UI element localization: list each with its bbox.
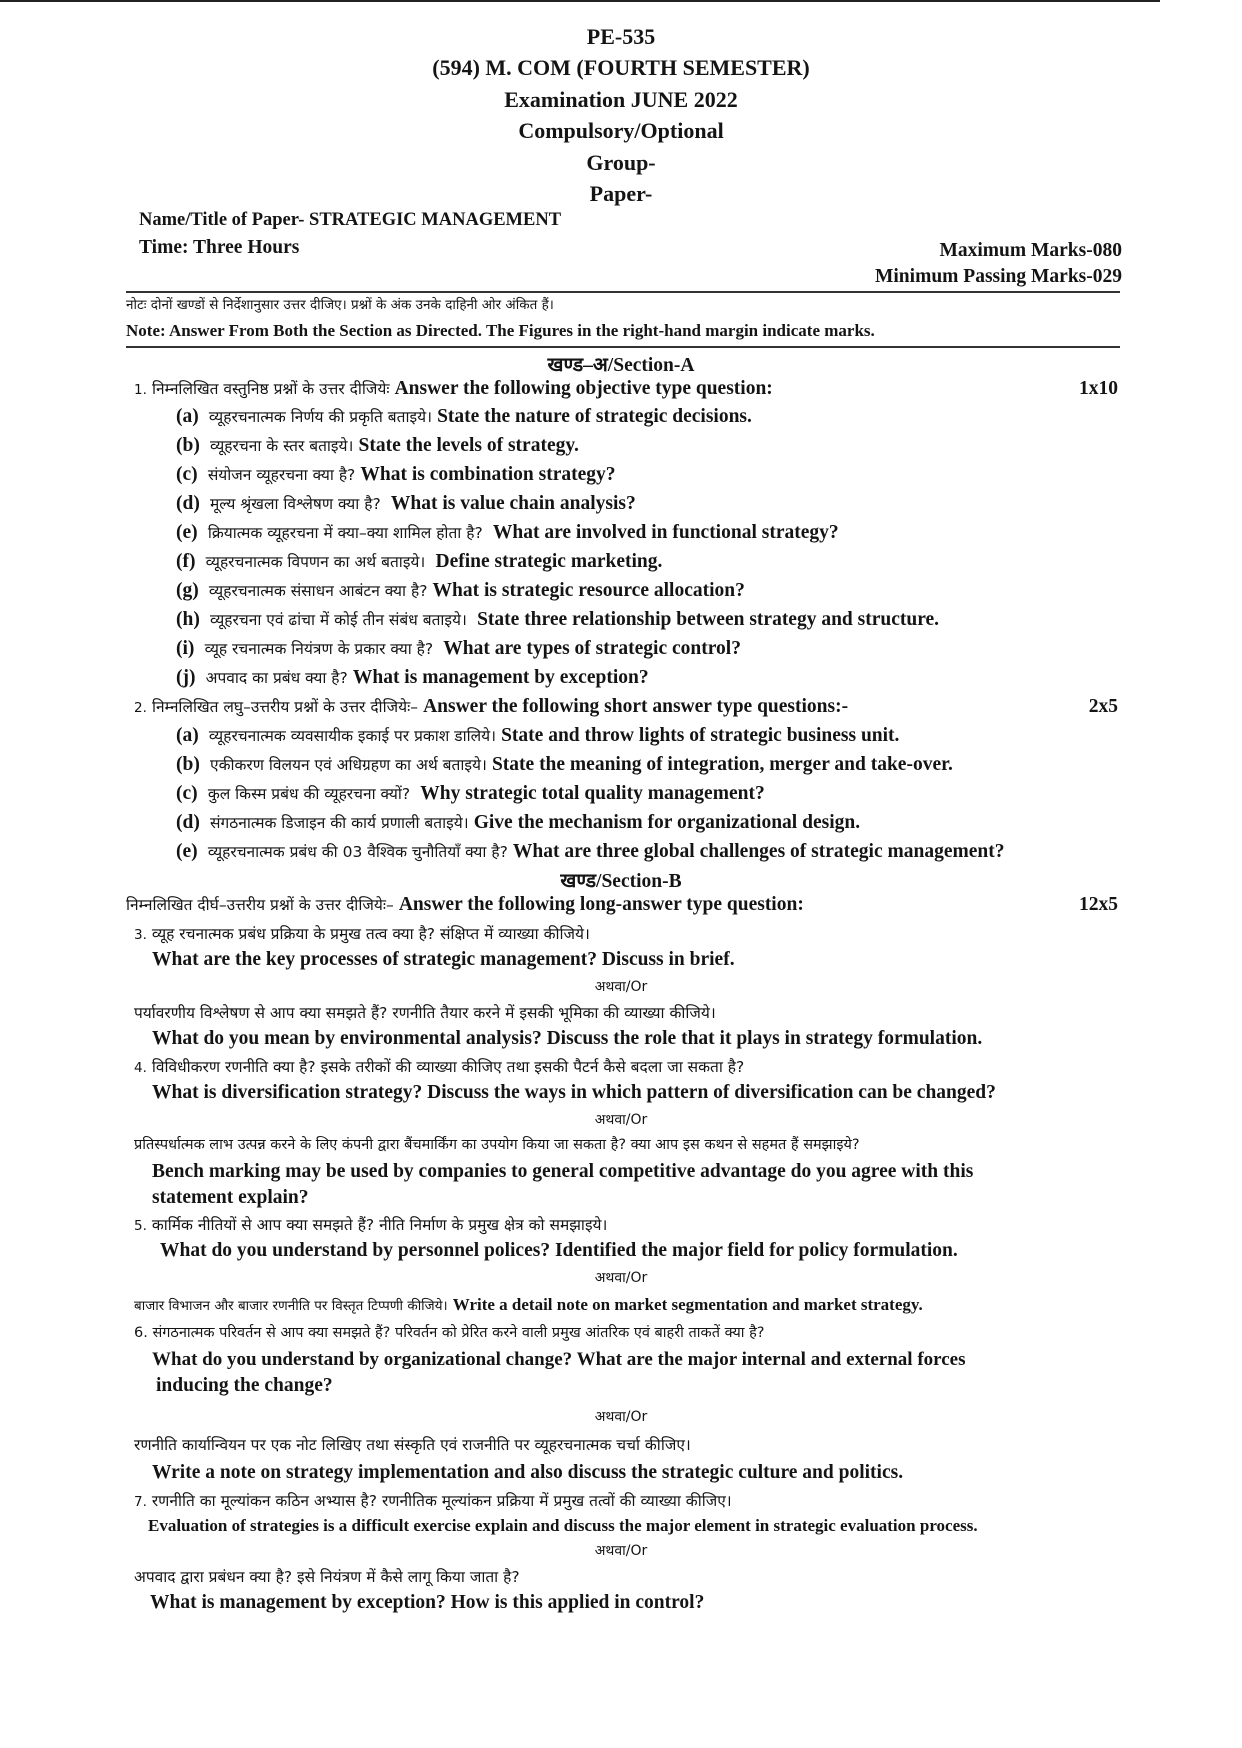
q2-marks: 2x5 (1088, 696, 1118, 717)
q2-item-c: (c) कुल किस्म प्रबंध की व्यूहरचना क्यों? Why strategic total quality management? (176, 783, 765, 804)
q1-item-d: (d) मूल्य श्रृंखला विश्लेषण क्या है? What is value chain analysis? (176, 493, 636, 514)
paper-code: PE-535 (586, 24, 656, 49)
or-divider: अथवा/Or (594, 1112, 648, 1128)
q1-item-b: (b) व्यूहरचना के स्तर बताइये। State the levels of strategy. (176, 435, 579, 456)
paper-type: Compulsory/Optional (518, 118, 724, 143)
question-7-alt-english: What is management by exception? How is this applied in control? (150, 1592, 705, 1613)
q1-item-e: (e) क्रियात्मक व्यूहरचना में क्या–क्या शामिल होता है? What are involved in functional strategy? (176, 522, 839, 543)
divider-line (126, 291, 1120, 293)
q1-item-a: (a) व्यूहरचनात्मक निर्णय की प्रकृति बताइये। State the nature of strategic decisions. (176, 406, 752, 427)
or-divider: अथवा/Or (594, 1409, 648, 1425)
question-6-alt-english: Write a note on strategy implementation and also discuss the strategic culture and politics. (152, 1462, 904, 1483)
q1-item-h: (h) व्यूहरचना एवं ढांचा में कोई तीन संबंध बताइये। State three relationship between strategy and structure. (176, 609, 940, 630)
question-3-hindi: 3. व्यूह रचनात्मक प्रबंध प्रक्रिया के प्रमुख तत्व क्या है? संक्षिप्त में व्याख्या कीजिये। (134, 925, 590, 943)
q2-item-e: (e) व्यूहरचनात्मक प्रबंध की 03 वैश्विक चुनौतियाँ क्या है? What are three global challenges of strategic management? (176, 841, 1005, 862)
question-4-alt-hindi: प्रतिस्पर्धात्मक लाभ उत्पन्न करने के लिए कंपनी द्वारा बैंचमार्किंग का उपयोग किया जा सकता है? क्या आप इस कथन से सहमत हैं समझाइये? (134, 1137, 860, 1153)
question-4-alt-english-line2: statement explain? (152, 1187, 309, 1208)
section-b-intro: निम्नलिखित दीर्घ–उत्तरीय प्रश्नों के उत्तर दीजियेः– Answer the following long-answer type question: (126, 894, 804, 915)
top-border-line (0, 0, 1160, 2)
section-a-heading: खण्ड–अ/Section-A (547, 355, 695, 376)
question-3-alt-hindi: पर्यावरणीय विश्लेषण से आप क्या समझते हैं? रणनीति तैयार करने में इसकी भूमिका की व्याख्या कीजिये। (134, 1004, 716, 1022)
question-7-hindi: 7. रणनीति का मूल्यांकन कठिन अभ्यास है? रणनीतिक मूल्यांकन प्रक्रिया में प्रमुख तत्वों की व्याख्या कीजिए। (134, 1492, 732, 1510)
question-2: 2. निम्नलिखित लघु–उत्तरीय प्रश्नों के उत्तर दीजियेः– Answer the following short answer type questions:- (134, 696, 849, 717)
question-4-alt-english-line1: Bench marking may be used by companies to general competitive advantage do you agree with this (152, 1161, 974, 1182)
question-5-alt: बाजार विभाजन और बाजार रणनीति पर विस्तृत टिप्पणी कीजिये। Write a detail note on market segmentation and market strategy. (134, 1295, 923, 1314)
q1-item-g: (g) व्यूहरचनात्मक संसाधन आबंटन क्या है? What is strategic resource allocation? (176, 580, 745, 601)
divider-line (126, 346, 1120, 348)
section-b-marks: 12x5 (1079, 894, 1118, 915)
time-allowed: Time: Three Hours (139, 237, 300, 258)
question-3-alt-english: What do you mean by environmental analysis? Discuss the role that it plays in strategy formulation. (152, 1028, 983, 1049)
exam-session: Examination JUNE 2022 (504, 87, 738, 112)
paper-label: Paper- (589, 181, 653, 206)
q2-item-a: (a) व्यूहरचनात्मक व्यवसायीक इकाई पर प्रकाश डालिये। State and throw lights of strategic business unit. (176, 725, 900, 746)
q2-item-d: (d) संगठनात्मक डिजाइन की कार्य प्रणाली बताइये। Give the mechanism for organizational design. (176, 812, 861, 833)
question-7-alt-hindi: अपवाद द्वारा प्रबंधन क्या है? इसे नियंत्रण में कैसे लागू किया जाता है? (134, 1568, 520, 1586)
or-divider: अथवा/Or (594, 1543, 648, 1559)
or-divider: अथवा/Or (594, 979, 648, 995)
q1-marks: 1x10 (1079, 378, 1118, 399)
q1-item-i: (i) व्यूह रचनात्मक नियंत्रण के प्रकार क्या है? What are types of strategic control? (176, 638, 741, 659)
question-7-english: Evaluation of strategies is a difficult exercise explain and discuss the major element in strategic evaluation process. (148, 1516, 978, 1535)
minimum-passing-marks: Minimum Passing Marks-029 (874, 266, 1122, 287)
question-3-english: What are the key processes of strategic management? Discuss in brief. (152, 949, 735, 970)
note-hindi: नोटः दोनों खण्डों से निर्देशानुसार उत्तर दीजिए। प्रश्नों के अंक उनके दाहिनी ओर अंकित हैं। (126, 297, 554, 313)
q1-item-f: (f) व्यूहरचनात्मक विपणन का अर्थ बताइये। Define strategic marketing. (176, 551, 663, 572)
question-5-hindi: 5. कार्मिक नीतियों से आप क्या समझते हैं? नीति निर्माण के प्रमुख क्षेत्र को समझाइये। (134, 1216, 608, 1234)
question-6-english-line1: What do you understand by organizational change? What are the major internal and external forces (152, 1349, 966, 1370)
q2-item-b: (b) एकीकरण विलयन एवं अधिग्रहण का अर्थ बताइये। State the meaning of integration, merger and take-over. (176, 754, 953, 775)
question-6-english-line2: inducing the change? (156, 1375, 333, 1396)
question-4-english: What is diversification strategy? Discuss the ways in which pattern of diversification can be changed? (152, 1082, 996, 1103)
course-title: (594) M. COM (FOURTH SEMESTER) (432, 55, 810, 80)
group-label: Group- (586, 150, 656, 175)
question-4-hindi: 4. विविधीकरण रणनीति क्या है? इसके तरीकों की व्याख्या कीजिए तथा इसकी पैटर्न कैसे बदला जा सकता है? (134, 1058, 745, 1076)
maximum-marks: Maximum Marks-080 (939, 240, 1122, 261)
section-b-heading: खण्ड/Section-B (560, 871, 682, 892)
question-1: 1. निम्नलिखित वस्तुनिष्ठ प्रश्नों के उत्तर दीजियेः Answer the following objective type question: (134, 378, 773, 399)
q1-item-c: (c) संयोजन व्यूहरचना क्या है? What is combination strategy? (176, 464, 616, 485)
paper-title: Name/Title of Paper- STRATEGIC MANAGEMENT (139, 210, 562, 230)
question-6-alt-hindi: रणनीति कार्यान्वियन पर एक नोट लिखिए तथा संस्कृति एवं राजनीति पर व्यूहरचनात्मक चर्चा कीजिए। (134, 1436, 691, 1454)
note-english: Note: Answer From Both the Section as Directed. The Figures in the right-hand margin indicate marks. (126, 321, 875, 340)
question-6-hindi: 6. संगठनात्मक परिवर्तन से आप क्या समझते हैं? परिवर्तन को प्रेरित करने वाली प्रमुख आंतरिक एवं बाहरी ताकतें क्या है? (134, 1325, 765, 1341)
or-divider: अथवा/Or (594, 1270, 648, 1286)
q1-item-j: (j) अपवाद का प्रबंध क्या है? What is management by exception? (176, 667, 649, 688)
question-5-english: What do you understand by personnel polices? Identified the major field for policy formulation. (160, 1240, 958, 1261)
